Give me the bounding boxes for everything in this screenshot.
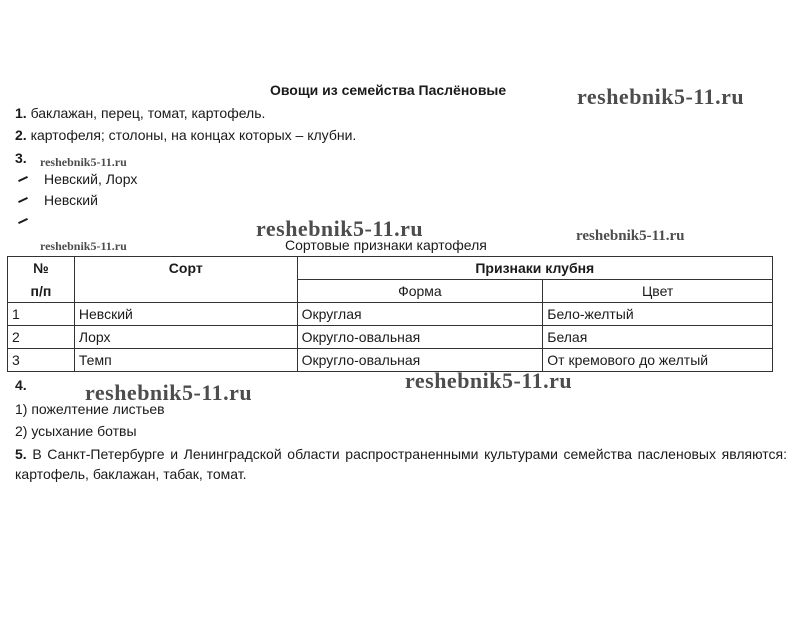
- bullet-arrow-icon: [18, 216, 28, 226]
- table-caption: Сортовые признаки картофеля: [285, 237, 487, 253]
- cell-color: Бело-желтый: [543, 303, 773, 326]
- bullet-text-2: Невский: [44, 192, 98, 208]
- cell-color: От кремового до желтый: [543, 349, 773, 372]
- bullet-item-1: [18, 171, 137, 187]
- watermark: reshebnik5-11.ru: [576, 228, 685, 244]
- bullet-arrow-icon: [18, 195, 28, 205]
- answer-5-text: В Санкт-Петербурге и Ленинградской области распространенными культурами семейства пасленовых являются: картофель, баклажан, табак, томат.: [15, 446, 787, 482]
- cell-number: 1: [8, 303, 75, 326]
- answer-2: [15, 126, 356, 144]
- header-number: [8, 257, 75, 280]
- watermark: reshebnik5-11.ru: [85, 380, 253, 405]
- watermark: reshebnik5-11.ru: [40, 239, 127, 253]
- answer-4-line-1: 1) пожелтение листьев: [15, 401, 165, 417]
- answer-1: [15, 104, 265, 122]
- cell-sort: Темп: [74, 349, 297, 372]
- cell-number: 3: [8, 349, 75, 372]
- answer-3-number: 3.: [15, 150, 27, 166]
- cell-shape: Округлая: [297, 303, 543, 326]
- watermark: reshebnik5-11.ru: [256, 216, 424, 241]
- cell-color: Белая: [543, 326, 773, 349]
- header-number-line1: №: [33, 260, 49, 277]
- answer-2-text: картофеля; столоны, на концах которых – клубни.: [26, 127, 357, 143]
- answer-4-line-2: 2) усыхание ботвы: [15, 423, 137, 439]
- watermark: reshebnik5-11.ru: [405, 368, 573, 393]
- watermark: reshebnik5-11.ru: [577, 84, 745, 109]
- table-row: [8, 326, 773, 349]
- cell-sort: Невский: [74, 303, 297, 326]
- table-row: [8, 349, 773, 372]
- potato-varieties-table: [7, 256, 773, 372]
- header-sort: Сорт: [74, 257, 297, 280]
- bullet-arrow-icon: [18, 174, 28, 184]
- bullet-item-2: [18, 192, 98, 208]
- header-sort-cont: [74, 280, 297, 303]
- cell-shape: Округло-овальная: [297, 326, 543, 349]
- table-header-row: [8, 257, 773, 280]
- cell-sort: Лорх: [74, 326, 297, 349]
- header-number-pp: п/п: [8, 280, 75, 303]
- answer-5-number: 5.: [15, 446, 27, 462]
- answer-1-text: баклажан, перец, томат, картофель.: [26, 105, 266, 121]
- bullet-text-1: Невский, Лорх: [44, 171, 138, 187]
- header-color: Цвет: [543, 280, 773, 303]
- bullet-item-3: [18, 213, 44, 229]
- answer-2-number: 2.: [15, 127, 27, 143]
- answer-4-number: 4.: [15, 377, 27, 393]
- document-title: Овощи из семейства Паслёновые: [270, 82, 507, 98]
- cell-number: 2: [8, 326, 75, 349]
- answer-5: [15, 444, 787, 484]
- header-tuber-signs: Признаки клубня: [297, 257, 772, 280]
- answer-1-number: 1.: [15, 105, 27, 121]
- table-subheader-row: [8, 280, 773, 303]
- header-shape: Форма: [297, 280, 543, 303]
- cell-shape: Округло-овальная: [297, 349, 543, 372]
- watermark: reshebnik5-11.ru: [40, 155, 127, 169]
- table-row: [8, 303, 773, 326]
